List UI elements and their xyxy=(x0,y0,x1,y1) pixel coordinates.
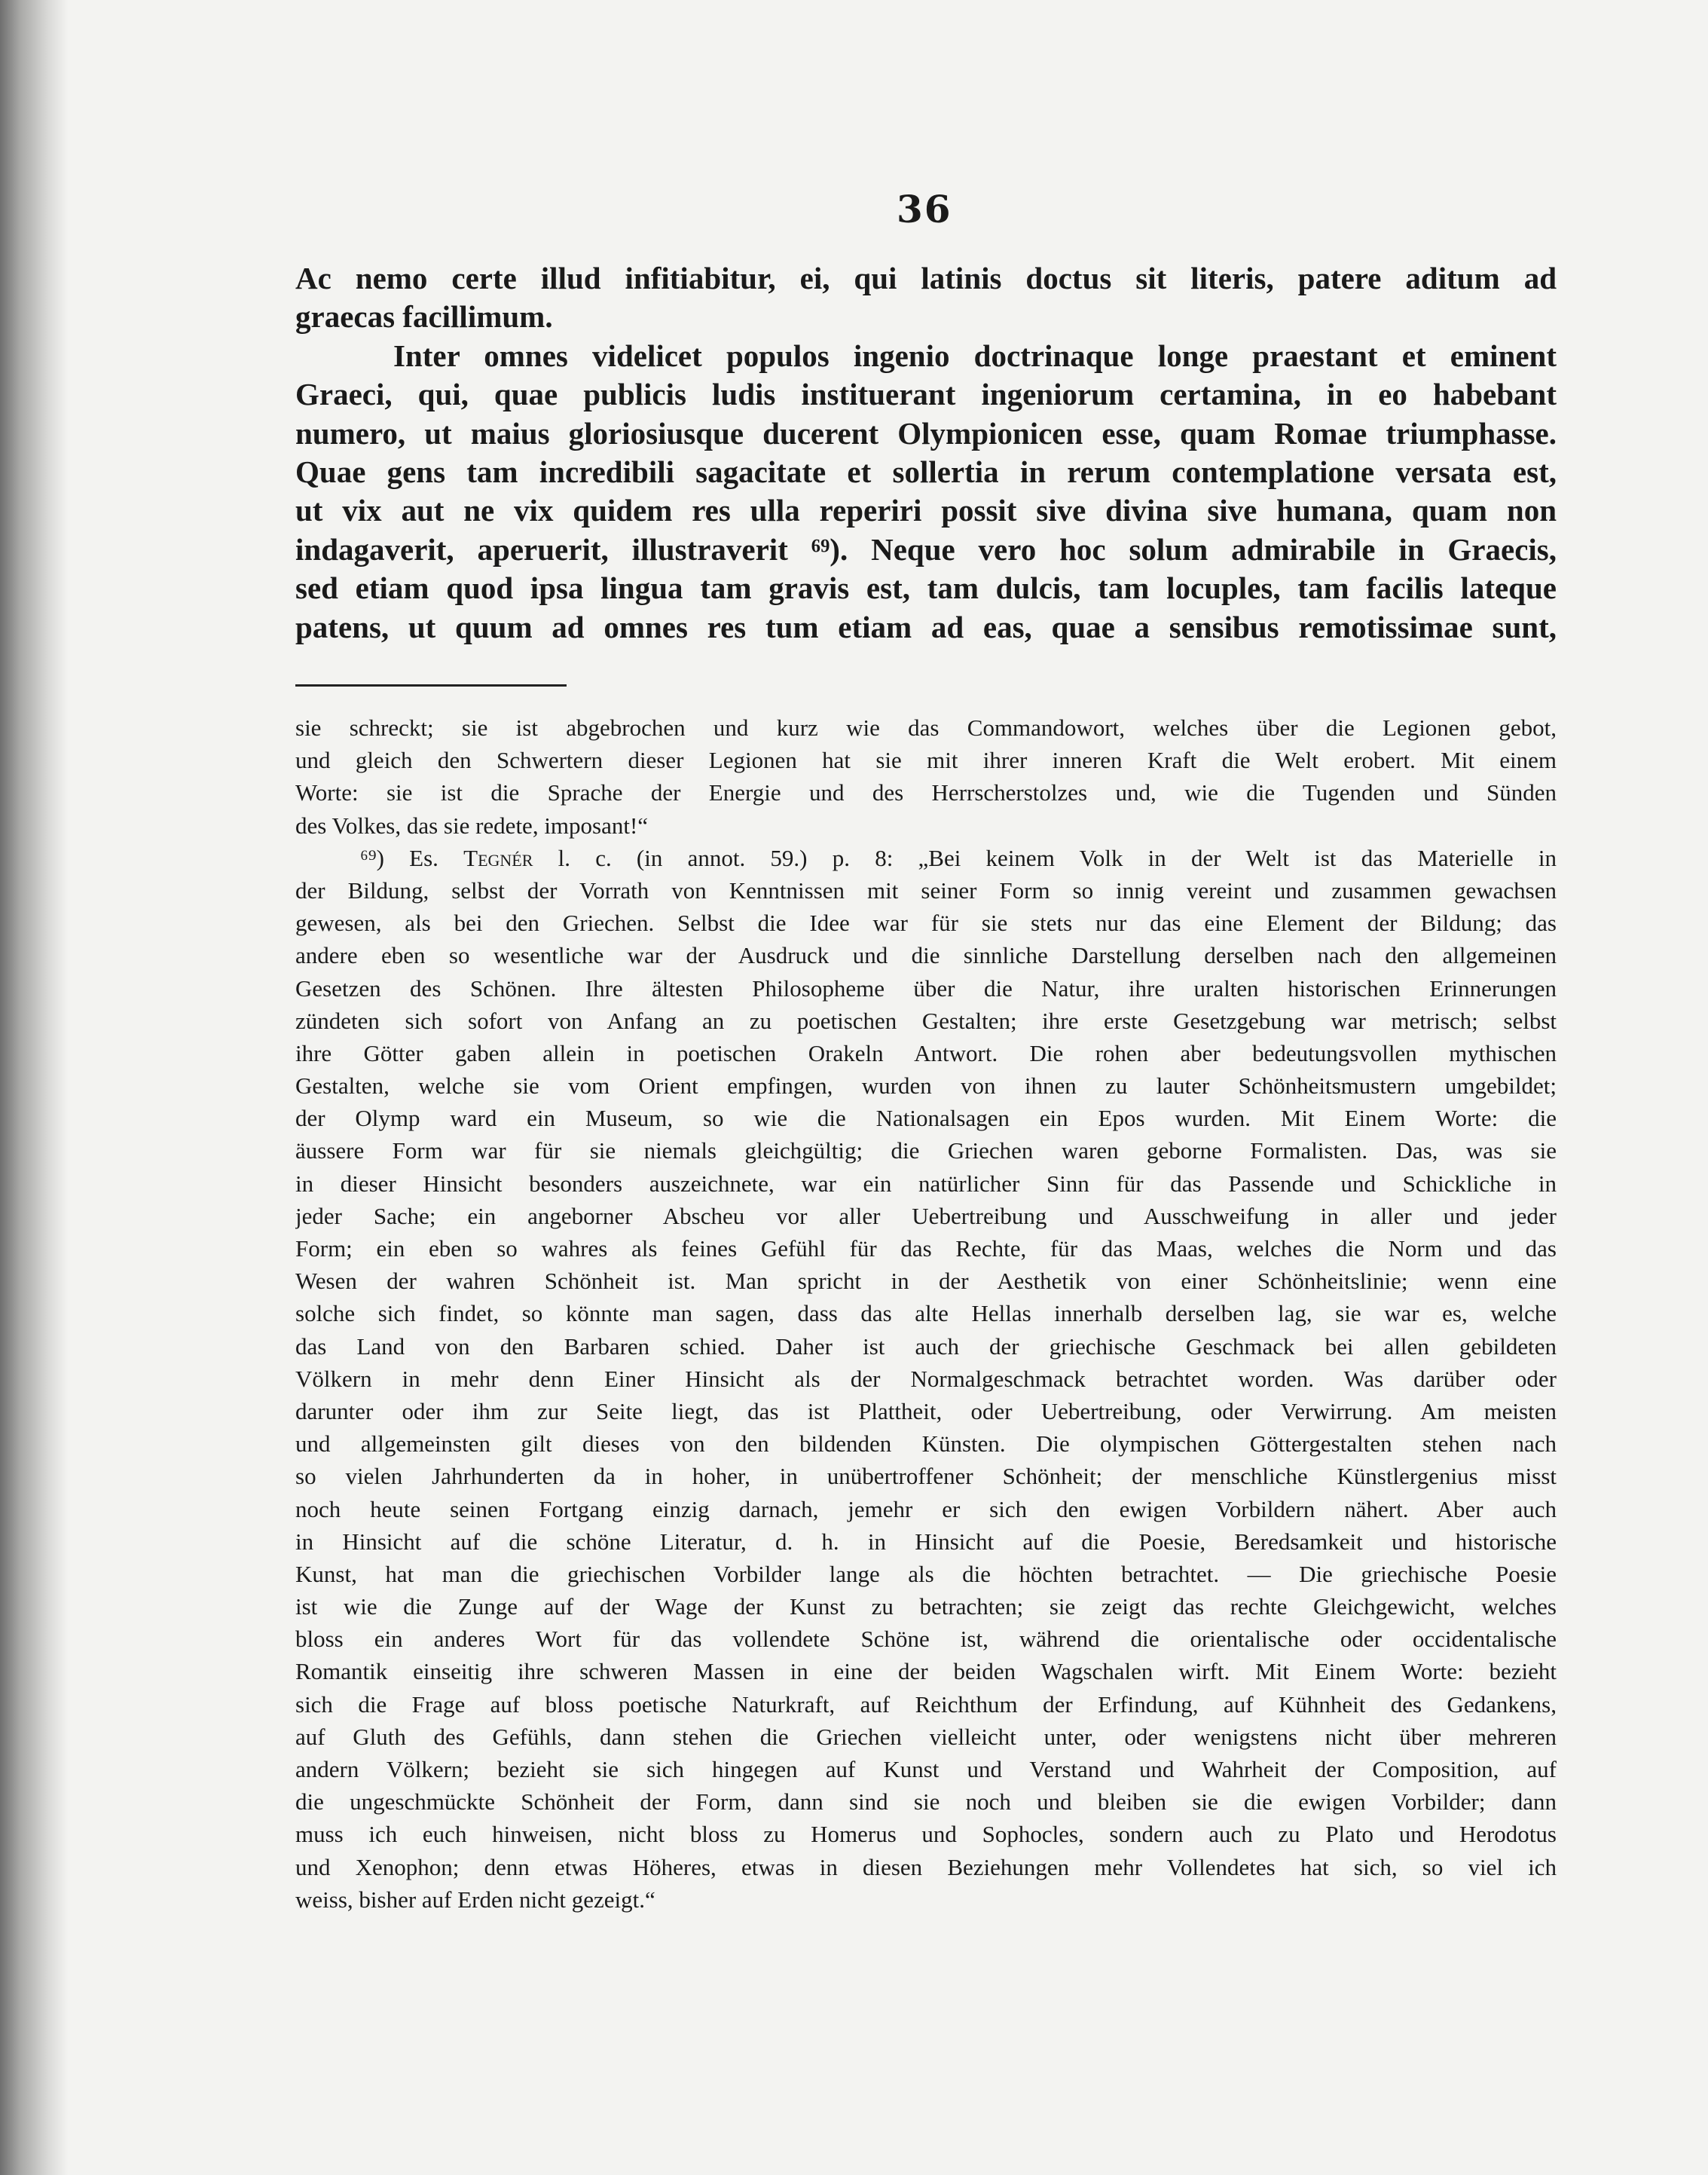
main-line: patens, ut quum ad omnes res tum etiam ad eas, quae a sensibus remotissimae sunt, xyxy=(295,609,1557,644)
footnote-line: ihre Götter gaben allein in poetischen Orakeln Antwort. Die rohen aber bedeutungsvollen mythischen xyxy=(295,1039,1557,1066)
footnote-69-first-line xyxy=(295,842,1557,874)
footnote-line: der Olymp ward ein Museum, so wie die Nationalsagen ein Epos wurden. Mit Einem Worte: die xyxy=(295,1105,1557,1132)
main-text xyxy=(295,259,1557,647)
footnote-line: bloss ein anderes Wort für das vollendete Schöne ist, während die orientalische oder occidentalische xyxy=(295,1626,1557,1653)
footnote-line: darunter oder ihm zur Seite liegt, das ist Plattheit, oder Uebertreibung, oder Verwirrung. Am meisten xyxy=(295,1397,1557,1424)
binding-shadow xyxy=(0,0,68,2175)
footnote-author: Tegnér xyxy=(463,844,533,871)
footnote-continuation xyxy=(295,711,1557,842)
footnote-line: die ungeschmückte Schönheit der Form, dann sind sie noch und bleiben sie die ewigen Vorbilder; dann xyxy=(295,1788,1557,1816)
footnote-reference: l. c. (in annot. 59.) p. 8: xyxy=(558,844,894,871)
footnote-line: Gestalten, welche sie vom Orient empfingen, wurden von ihnen zu lauter Schönheitsmustern umgebildet; xyxy=(295,1072,1557,1100)
footnote-line: in dieser Hinsicht besonders auszeichnete, war ein natürlicher Sinn für das Passende und Schickliche in xyxy=(295,1170,1557,1197)
footnote-line: weiss, bisher auf Erden nicht gezeigt.“ xyxy=(295,1886,655,1913)
main-line: Graeci, qui, quae publicis ludis instituerant ingeniorum certamina, in eo habebant xyxy=(295,377,1557,412)
footnote-line: des Volkes, das sie redete, imposant!“ xyxy=(295,812,649,839)
footnote-line: in Hinsicht auf die schöne Literatur, d. h. in Hinsicht auf die Poesie, Beredsamkeit und historische xyxy=(295,1528,1557,1555)
main-line: Ac nemo certe illud infitiabitur, ei, qui latinis doctus sit literis, patere aditum ad xyxy=(295,261,1557,295)
footnote-line: und gleich den Schwertern dieser Legionen hat sie mit ihrer inneren Kraft die Welt erobert. Mit einem xyxy=(295,747,1557,774)
footnote-line: andere eben so wesentliche war der Ausdruck und die sinnliche Darstellung derselben nach den allgemeinen xyxy=(295,942,1557,969)
main-line: numero, ut maius gloriosiusque ducerent Olympionicen esse, quam Romae triumphasse. xyxy=(295,415,1557,451)
footnote-line: der Bildung, selbst der Vorrath von Kenntnissen mit seiner Form so innig vereint und zusammen gewachsen xyxy=(295,876,1557,904)
footnote-line: noch heute seinen Fortgang einzig darnach, jemehr er sich den ewigen Vorbildern nähert. Aber auch xyxy=(295,1495,1557,1522)
footnote-line: andern Völkern; bezieht sie sich hingegen auf Kunst und Verstand und Wahrheit der Composition, auf xyxy=(295,1756,1557,1782)
main-line: ut vix aut ne vix quidem res ulla reperiri possit sive divina sive humana, quam non xyxy=(295,493,1557,528)
footnote-line: sie schreckt; sie ist abgebrochen und kurz wie das Commandowort, welches über die Legionen gebot, xyxy=(295,714,1557,741)
footnote-line: muss ich euch hinweisen, nicht bloss zu Homerus und Sophocles, sondern auch zu Plato und Herodotus xyxy=(295,1821,1557,1848)
main-line: Inter omnes videlicet populos ingenio doctrinaque longe praestant et eminent xyxy=(393,338,1557,373)
footnote-line: Wesen der wahren Schönheit ist. Man spricht in der Aesthetik von einer Schönheitslinie; wenn eine xyxy=(295,1268,1557,1295)
footnote-line: Gesetzen des Schönen. Ihre ältesten Philosopheme über die Natur, ihre uralten historischen Erinnerungen xyxy=(295,974,1557,1002)
main-line: Quae gens tam incredibili sagacitate et sollertia in rerum contemplatione versata est, xyxy=(295,454,1557,489)
footnote-line: das Land von den Barbaren schied. Daher ist auch der griechische Geschmack bei allen gebildeten xyxy=(295,1332,1557,1360)
footnote-separator xyxy=(295,684,567,687)
footnote-marker: ⁶⁹) Es. xyxy=(360,844,438,871)
footnote-line: ist wie die Zunge auf der Wage der Kunst zu betrachten; sie zeigt das rechte Gleichgewicht, welches xyxy=(295,1593,1557,1620)
main-line: indagaverit, aperuerit, illustraverit ⁶⁹). Neque vero hoc solum admirabile in Graecis, xyxy=(295,531,1557,567)
main-line: graecas facillimum. xyxy=(295,299,553,335)
footnote-line: solche sich findet, so könnte man sagen, dass das alte Hellas innerhalb derselben lag, sie war es, welche xyxy=(295,1300,1557,1327)
footnote-line: äussere Form war für sie niemals gleichgültig; die Griechen waren geborne Formalisten. Das, was sie xyxy=(295,1137,1557,1164)
footnotes xyxy=(295,711,1557,1916)
footnote-line: und Xenophon; denn etwas Höheres, etwas in diesen Beziehungen mehr Vollendetes hat sich, so viel ich xyxy=(295,1853,1557,1880)
page-number: 36 xyxy=(897,187,952,231)
footnote-line: Worte: sie ist die Sprache der Energie und des Herrscherstolzes und, wie die Tugenden und Sünden xyxy=(295,779,1557,806)
footnote-line: jeder Sache; ein angeborner Abscheu vor aller Uebertreibung und Ausschweifung in aller und jeder xyxy=(295,1202,1557,1229)
main-line: sed etiam quod ipsa lingua tam gravis est, tam dulcis, tam locuples, tam facilis lateque xyxy=(295,571,1557,606)
footnote-quote-start: „Bei keinem Volk in der Welt ist das Materielle in xyxy=(918,844,1557,871)
footnote-line: zündeten sich sofort von Anfang an zu poetischen Gestalten; ihre erste Gesetzgebung war metrisch; selbst xyxy=(295,1007,1557,1034)
footnote-line: auf Gluth des Gefühls, dann stehen die Griechen vielleicht unter, oder wenigstens nicht über mehreren xyxy=(295,1723,1557,1750)
footnote-line: Kunst, hat man die griechischen Vorbilder lange als die höchten betrachtet. — Die griechische Poesie xyxy=(295,1560,1557,1587)
footnote-line: und allgemeinsten gilt dieses von den bildenden Künsten. Die olympischen Göttergestalten stehen nach xyxy=(295,1430,1557,1458)
footnote-69 xyxy=(295,842,1557,1916)
footnote-line: Romantik einseitig ihre schweren Massen in eine der beiden Wagschalen wirft. Mit Einem Worte: bezieht xyxy=(295,1658,1557,1685)
footnote-line: gewesen, als bei den Griechen. Selbst die Idee war für sie stets nur das eine Element der Bildung; das xyxy=(295,910,1557,937)
footnote-line: Völkern in mehr denn Einer Hinsicht als der Normalgeschmack betrachtet worden. Was darüber oder xyxy=(295,1365,1557,1392)
footnote-line: sich die Frage auf bloss poetische Naturkraft, auf Reichthum der Erfindung, auf Kühnheit des Gedankens, xyxy=(295,1690,1557,1718)
footnote-line: so vielen Jahrhunderten da in hoher, in unübertroffener Schönheit; der menschliche Künstlergenius misst xyxy=(295,1463,1557,1490)
footnote-line: Form; ein eben so wahres als feines Gefühl für das Rechte, für das Maas, welches die Norm und das xyxy=(295,1235,1557,1262)
